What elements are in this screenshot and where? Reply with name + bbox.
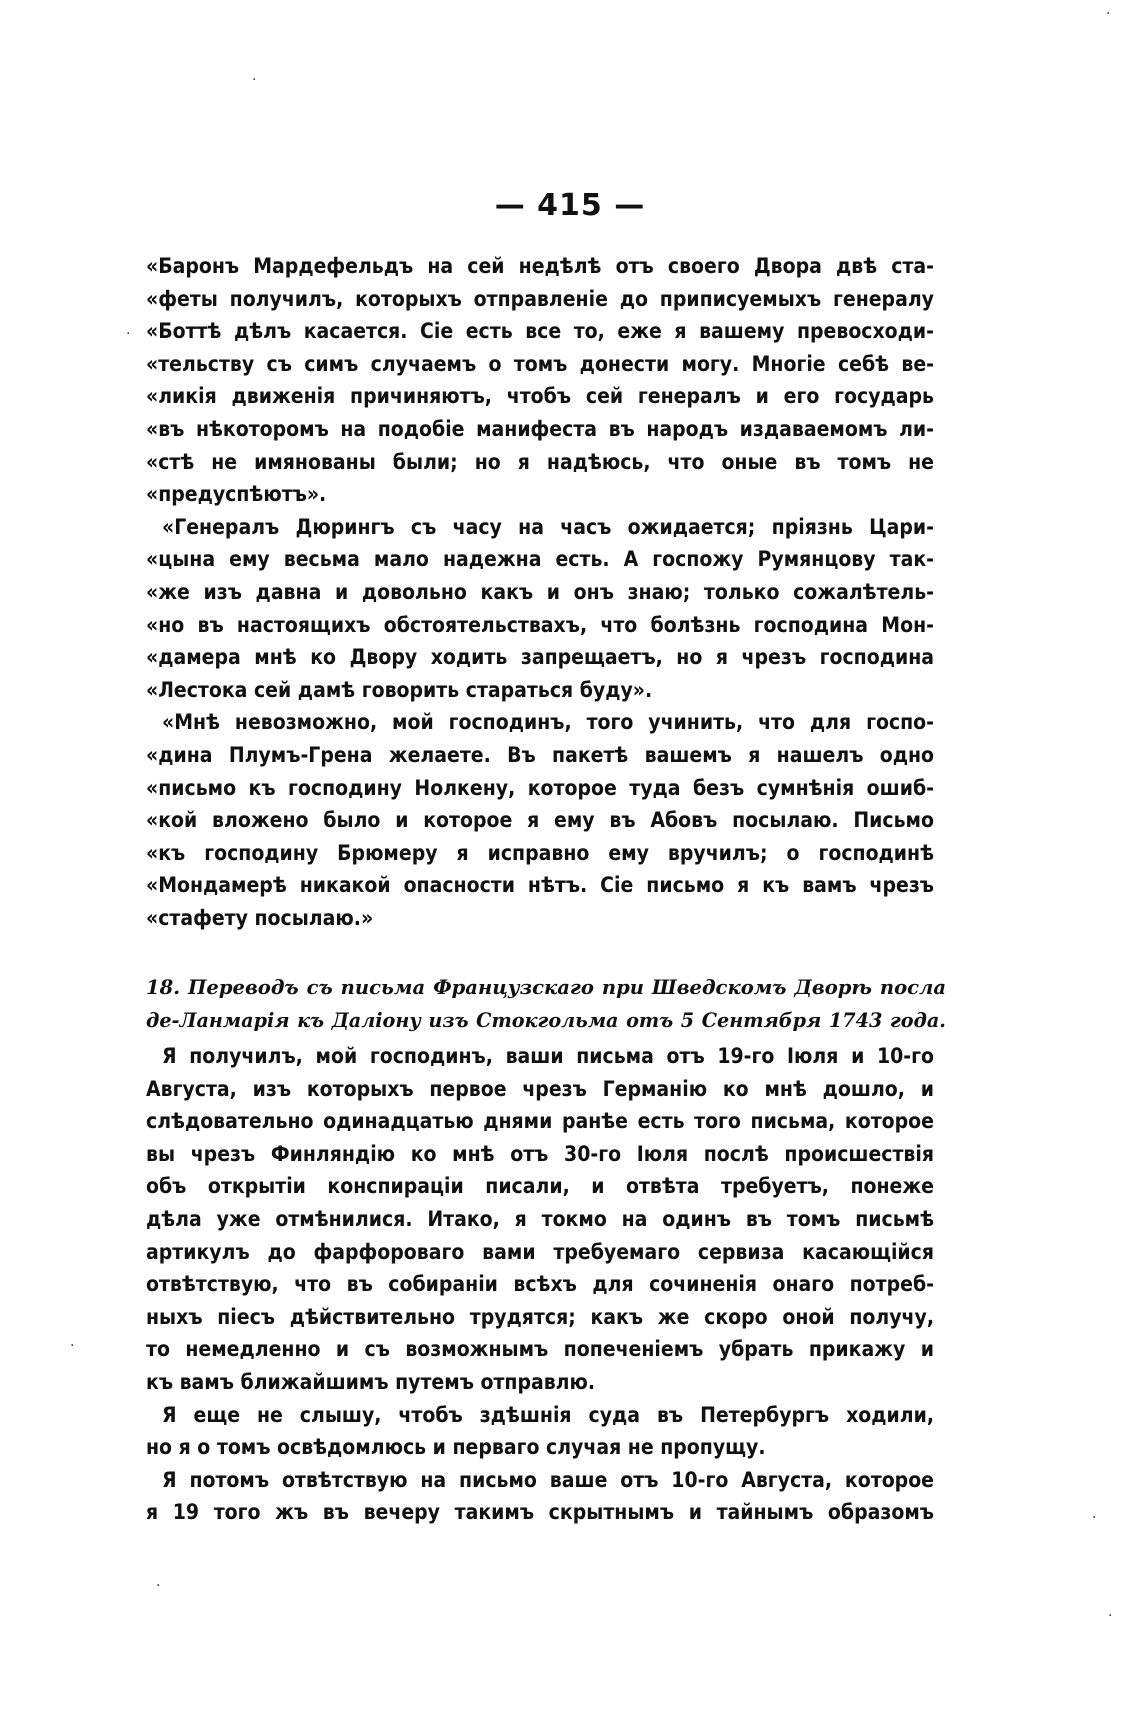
scan-speck: · (1092, 1510, 1097, 1526)
text-line: «дина Плумъ-Грена желаете. Въ пакетѣ вашемъ я нашелъ одно (146, 742, 934, 767)
text-line: «къ господину Брюмеру я исправно ему вручилъ; о господинѣ (146, 840, 934, 865)
text-line: «Баронъ Мардефельдъ на сей недѣлѣ отъ своего Двора двѣ ста- (146, 254, 934, 278)
text-line: «Мондамерѣ никакой опасности нѣтъ. Сіе письмо я къ вамъ чрезъ (146, 873, 934, 898)
heading-line: 18. Переводъ съ письма Французскаго при Шведскомъ Дворѣ посла (146, 976, 946, 999)
text-line: вы чрезъ Финляндію ко мнѣ отъ 30-го Іюля послѣ происшествія (146, 1141, 934, 1166)
text-line: «стафету посылаю.» (146, 905, 374, 930)
letter-paragraph (146, 1040, 934, 1399)
text-line: «Мнѣ невозможно, мой господинъ, того учинить, что для госпо- (162, 710, 934, 735)
quoted-letter (146, 250, 934, 934)
text-line: ныхъ піесъ дѣйствительно трудятся; какъ же скоро оной получу, (146, 1304, 934, 1329)
heading-line: де-Ланмарія къ Даліону изъ Стокгольма отъ 5 Сентября 1743 года. (146, 1008, 946, 1032)
text-line: «письмо къ господину Нолкену, которое туда безъ сумнѣнія ошиб- (146, 775, 934, 800)
text-line: «кой вложено было и которое я ему въ Абовъ посылаю. Письмо (146, 808, 934, 833)
text-line: дѣла уже отмѣнилися. Итако, я токмо на одинъ въ томъ письмѣ (146, 1206, 934, 1231)
text-line: «феты получилъ, которыхъ отправленіе до приписуемыхъ генералу (146, 286, 934, 311)
text-line: «Лестока сей дамѣ говорить стараться буду». (146, 677, 653, 702)
text-line: объ открытіи конспираціи писали, и отвѣта требуетъ, понеже (146, 1174, 934, 1199)
text-line: Я потомъ отвѣтствую на письмо ваше отъ 10-го Августа, которое (162, 1467, 934, 1492)
text-line: «тельству съ симъ случаемъ о томъ донести могу. Многіе себѣ ве- (146, 351, 934, 376)
text-line: то немедленно и съ возможнымъ попеченіемъ убрать прикажу и (146, 1337, 934, 1362)
section-heading (146, 972, 946, 1037)
quote-paragraph (146, 250, 934, 511)
text-line: «же изъ давна и довольно какъ и онъ знаю; только сожалѣтель- (146, 579, 934, 604)
scan-speck: · (126, 326, 131, 342)
scan-speck: · (1106, 6, 1111, 22)
text-line: Я получилъ, мой господинъ, ваши письма отъ 19-го Іюля и 10-го (162, 1044, 934, 1068)
text-line: «предуспѣютъ». (146, 482, 327, 507)
letter-paragraph (146, 1464, 934, 1529)
text-line: «стѣ не имянованы были; но я надѣюсь, что оные въ томъ не (146, 449, 934, 474)
scan-speck: · (252, 72, 257, 88)
text-line: «Боттѣ дѣлъ касается. Сіе есть все то, еже я вашему превосходи- (146, 319, 934, 344)
text-line: Августа, изъ которыхъ первое чрезъ Германію ко мнѣ дошло, и (146, 1076, 934, 1101)
text-line: «въ нѣкоторомъ на подобіе манифеста въ народъ издаваемомъ ли- (146, 416, 934, 441)
letter-paragraph (146, 1399, 934, 1464)
text-line: «дамера мнѣ ко Двору ходить запрещаетъ, но я чрезъ господина (146, 645, 934, 670)
text-line: «но въ настоящихъ обстоятельствахъ, что болѣзнь господина Мон- (146, 612, 934, 637)
text-line: отвѣтствую, что въ собираніи всѣхъ для сочиненія онаго потреб- (146, 1272, 934, 1297)
text-line: я 19 того жъ въ вечеру такимъ скрытнымъ и тайнымъ образомъ (146, 1500, 934, 1525)
text-line: «Генералъ Дюрингъ съ часу на часъ ожидается; пріязнь Цари- (162, 514, 934, 539)
scan-speck: · (1108, 1608, 1113, 1624)
page-number: — 415 — (494, 188, 646, 223)
text-line: «ликія движенія причиняютъ, чтобъ сей генералъ и его государь (146, 384, 934, 409)
text-line: слѣдовательно одинадцатью днями ранѣе есть того письма, которое (146, 1109, 934, 1134)
translated-letter (146, 1040, 934, 1529)
text-line: къ вамъ ближайшимъ путемъ отправлю. (146, 1369, 596, 1394)
scan-speck: · (156, 1578, 161, 1594)
quote-paragraph (146, 511, 934, 707)
text-line: но я о томъ освѣдомлюсь и перваго случая не пропущу. (146, 1435, 766, 1460)
scan-speck: · (70, 1338, 75, 1354)
quote-paragraph (146, 706, 934, 934)
text-line: «цына ему весьма мало надежна есть. А госпожу Румянцову так- (146, 547, 934, 572)
text-line: артикулъ до фарфороваго вами требуемаго сервиза касающійся (146, 1239, 934, 1264)
text-line: Я еще не слышу, чтобъ здѣшнія суда въ Петербургъ ходили, (162, 1402, 934, 1427)
